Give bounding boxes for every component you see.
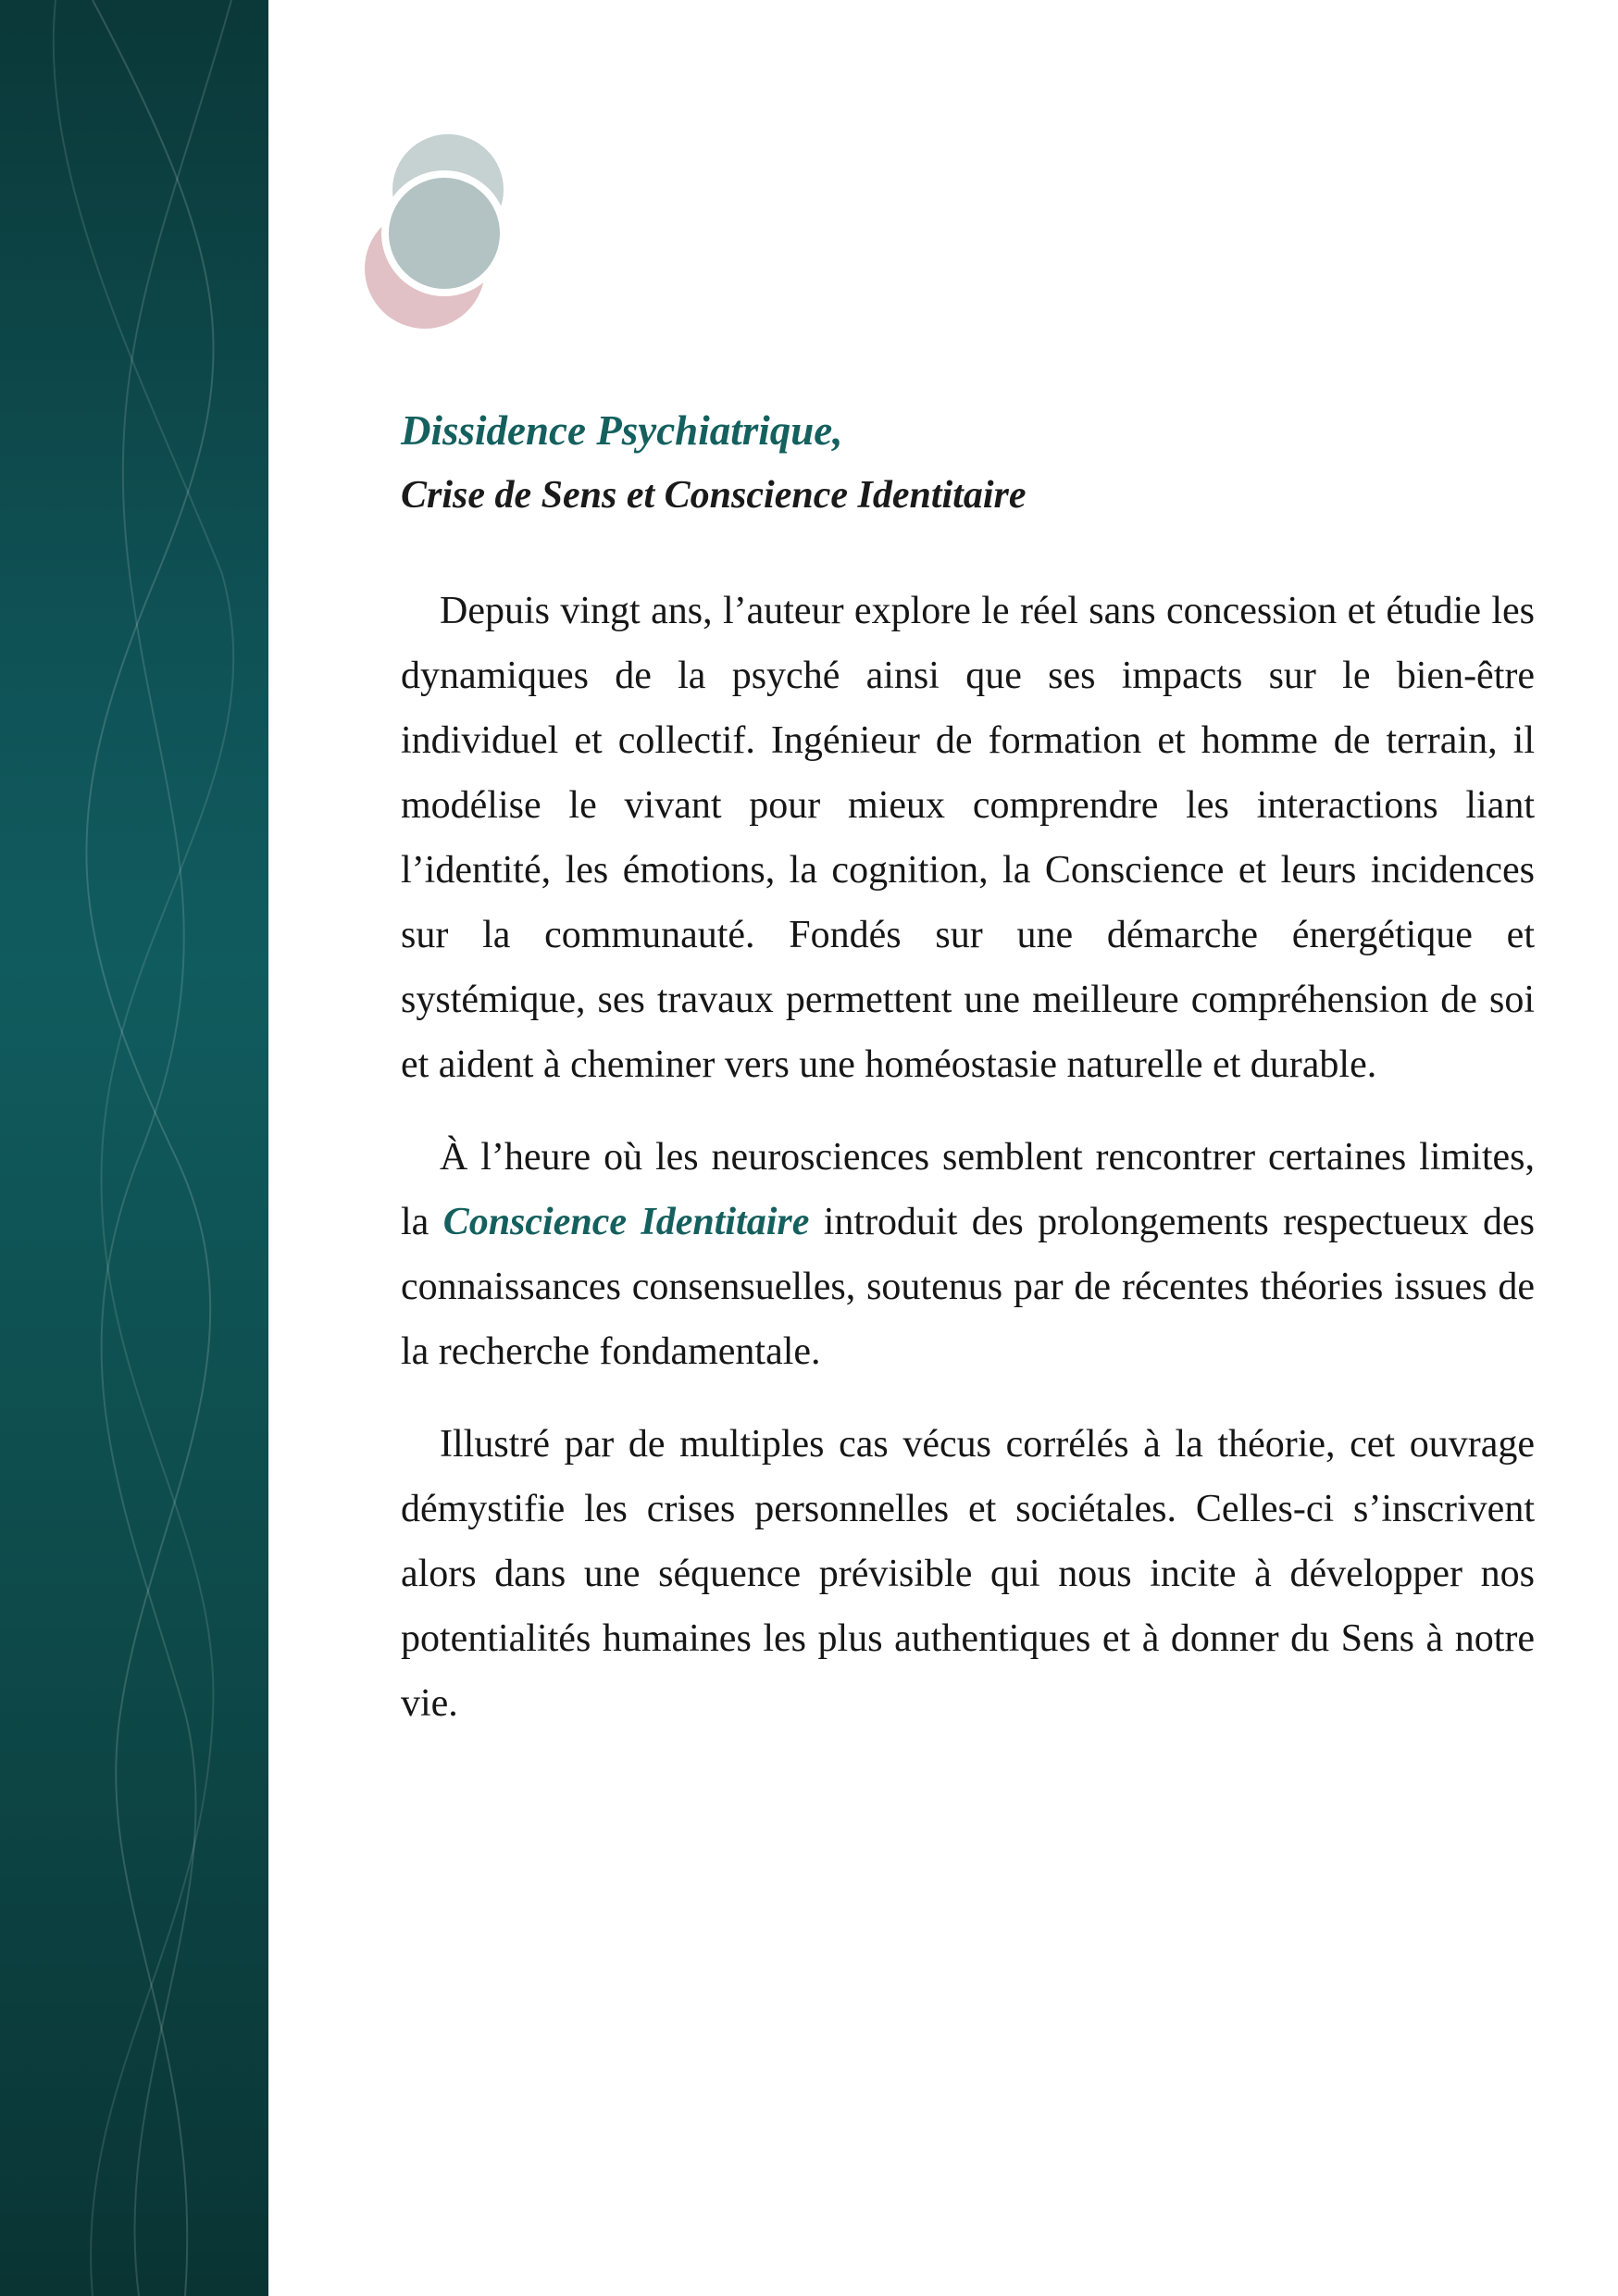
book-title: Dissidence Psychiatrique,: [401, 407, 843, 454]
wave-lines-decoration: [0, 0, 268, 2296]
circles-logo-icon: [355, 130, 522, 343]
back-cover-text: [401, 403, 1535, 1736]
paragraph-author: Depuis vingt ans, l’auteur explore le réel sans concession et étudie les dynamiques de la psyché ainsi que ses impacts sur le bien-être individuel et collectif. Ingénieur de formation et homme de terrain, il modélise le vivant pour mieux comprendre les interactions liant l’identité, les émotions, la cognition, la Conscience et leurs incidences sur la communauté. Fondés sur une démarche énergétique et systémique, ses travaux permettent une meilleure compréhension de soi et aident à cheminer vers une homéostasie naturelle et durable.: [401, 590, 1535, 1086]
paragraph-text: À l’heure où les neurosciences semblent rencontrer certaines limites, la: [401, 1136, 1535, 1243]
paragraph-illustre: Illustré par de multiples cas vécus corrélés à la théorie, cet ouvrage démystifie les crises personnelles et sociétales. Celles-ci s’inscrivent alors dans une séquence prévisible qui nous incite à développer nos potentialités humaines les plus authentiques et à donner du Sens à notre vie.: [401, 1423, 1535, 1725]
decorative-sidebar: [0, 0, 268, 2296]
paragraph-conscience: [401, 1125, 1535, 1384]
highlighted-term: Conscience Identitaire: [442, 1201, 810, 1243]
paragraph-text: introduit des prolongements respectueux des connaissances consensuelles, soutenus par de récentes théories issues de la recherche fondamentale.: [401, 1201, 1536, 1373]
book-subtitle: Crise de Sens et Conscience Identitaire: [401, 474, 1027, 517]
